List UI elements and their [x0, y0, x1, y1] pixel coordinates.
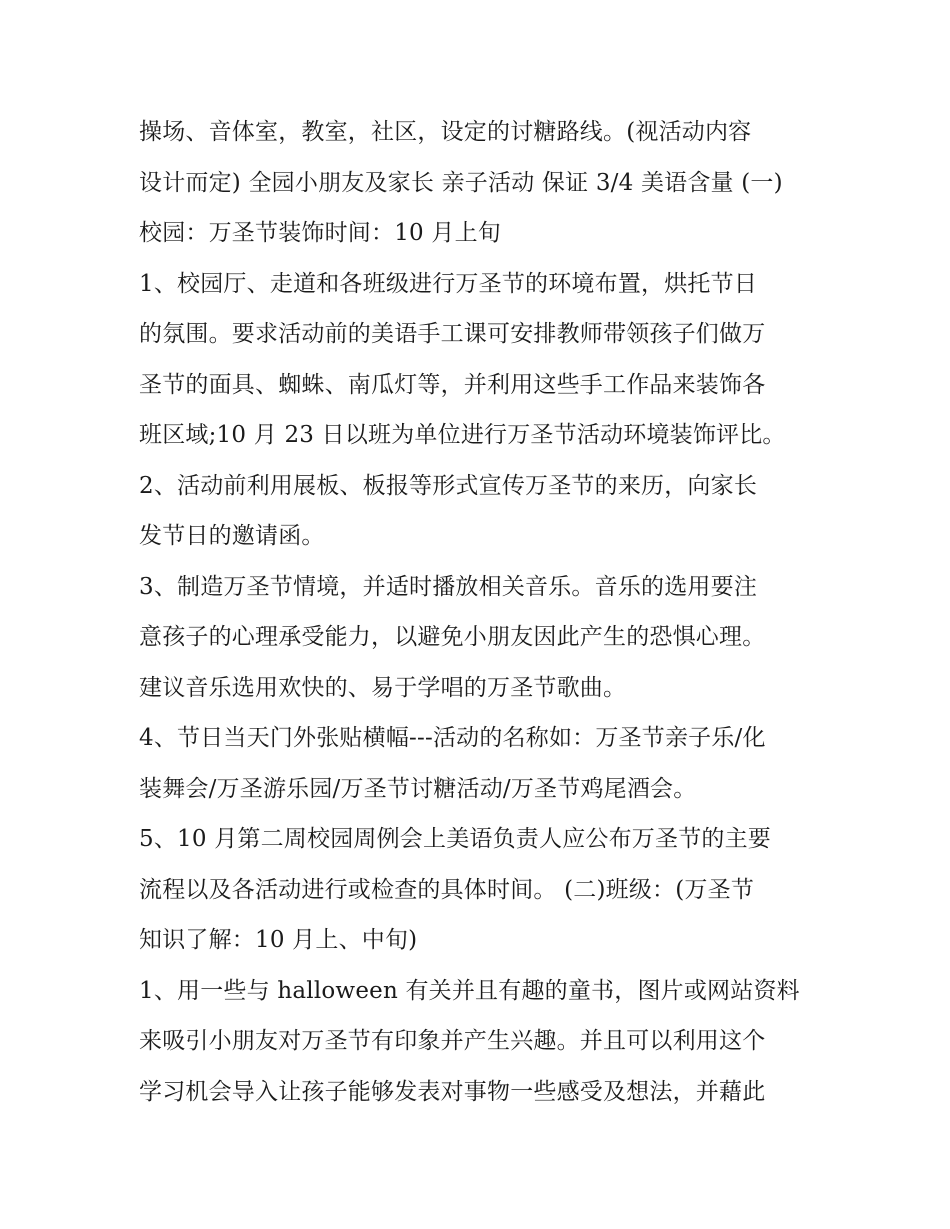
text-line: 来吸引小朋友对万圣节有印象并产生兴趣。并且可以利用这个: [139, 1028, 766, 1054]
text-line: 校园：万圣节装饰时间：10 月上旬: [139, 220, 501, 246]
text-line: 操场、音体室，教室，社区，设定的讨糖路线。(视活动内容: [139, 119, 752, 145]
text-line: 建议音乐选用欢快的、易于学唱的万圣节歌曲。: [139, 674, 627, 701]
text-line: 1、用一些与 halloween 有关并且有趣的童书，图片或网站资料: [139, 977, 800, 1004]
text-line: 3、制造万圣节情境，并适时播放相关音乐。音乐的选用要注: [139, 573, 758, 600]
text-line: 知识了解：10 月上、中旬): [139, 927, 418, 953]
text-line: 设计而定) 全园小朋友及家长 亲子活动 保证 3/4 美语含量 (一): [139, 169, 783, 196]
text-line: 装舞会/万圣游乐园/万圣节讨糖活动/万圣节鸡尾酒会。: [139, 775, 697, 802]
text-line: 意孩子的心理承受能力，以避免小朋友因此产生的恐惧心理。: [139, 624, 766, 650]
text-line: 发节日的邀请函。: [139, 523, 325, 549]
text-line: 5、10 月第二周校园周例会上美语负责人应公布万圣节的主要: [139, 826, 772, 852]
text-line: 学习机会导入让孩子能够发表对事物一些感受及想法，并藉此: [139, 1078, 766, 1105]
text-line: 2、活动前利用展板、板报等形式宣传万圣节的来历，向家长: [139, 472, 758, 499]
text-line: 圣节的面具、蜘蛛、南瓜灯等，并利用这些手工作品来装饰各: [139, 371, 766, 398]
text-line: 班区域;10 月 23 日以班为单位进行万圣节活动环境装饰评比。: [139, 422, 786, 448]
text-line: 的氛围。要求活动前的美语手工课可安排教师带领孩子们做万: [139, 321, 766, 347]
text-line: 4、节日当天门外张贴横幅---活动的名称如：万圣节亲子乐/化: [139, 725, 766, 751]
text-line: 流程以及各活动进行或检查的具体时间。 (二)班级：(万圣节: [139, 876, 755, 903]
text-line: 1、校园厅、走道和各班级进行万圣节的环境布置，烘托节日: [139, 270, 758, 297]
document-body: [139, 107, 819, 1117]
